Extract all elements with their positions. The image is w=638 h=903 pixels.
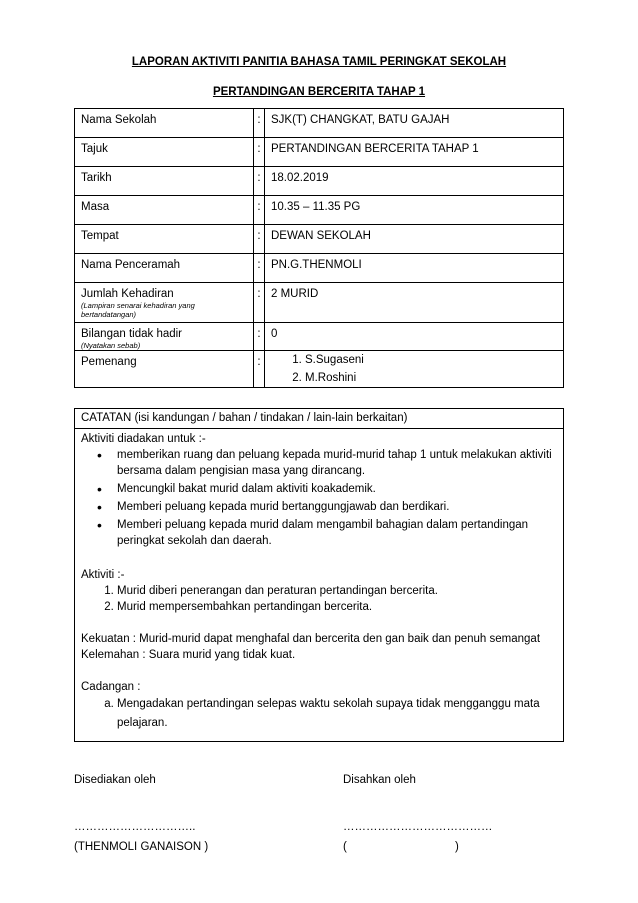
winner-item: 1. S.Sugaseni [305,351,557,369]
objectives-list [81,447,557,549]
info-label: Tajuk [75,138,254,167]
info-value: 2 MURID [265,283,564,323]
winner-item: 2. M.Roshini [305,369,557,387]
objective-item: • Memberi peluang kepada murid dalam mengambil bahagian dalam pertandingan peringkat sekolah dan daerah. [117,517,557,549]
notes-body [75,429,563,735]
info-row-winners [75,351,564,388]
info-value: 0 [265,323,564,351]
info-label: Nama Sekolah [75,109,254,138]
info-row-speaker [75,254,564,283]
info-separator: : [254,167,265,196]
activity-item: 1. Murid diberi penerangan dan peraturan pertandingan bercerita. [117,583,557,599]
suggestion-item: a. Mengadakan pertandingan selepas waktu sekolah supaya tidak mengganggu mata pelajaran. [117,695,557,733]
info-label: Bilangan tidak hadir [81,328,183,340]
info-separator: : [254,225,265,254]
info-separator: : [254,196,265,225]
info-value: PERTANDINGAN BERCERITA TAHAP 1 [265,138,564,167]
activities-title: Aktiviti :- [81,569,125,581]
info-separator: : [254,109,265,138]
suggestion-title: Cadangan : [81,681,141,693]
info-value: SJK(T) CHANGKAT, BATU GAJAH [265,109,564,138]
report-subtitle: PERTANDINGAN BERCERITA TAHAP 1 [212,86,426,98]
info-label: Jumlah Kehadiran [81,288,174,300]
suggestions-list [81,695,557,733]
info-separator: : [254,283,265,323]
objective-item: • memberikan ruang dan peluang kepada murid-murid tahap 1 untuk melakukan aktiviti bersama dalam pengisian masa yang dirancang. [117,447,557,479]
info-table [74,108,564,388]
info-row-attendance [75,283,564,323]
objective-item: • Memberi peluang kepada murid bertanggungjawab dan berdikari. [117,499,557,515]
info-row-date [75,167,564,196]
notes-intro: Aktiviti diadakan untuk :- [81,433,206,445]
info-label: Masa [75,196,254,225]
info-value: 10.35 – 11.35 PG [265,196,564,225]
winners-list [271,351,557,387]
prepared-signature-line: ………………………….. [74,821,196,833]
info-separator: : [254,323,265,351]
info-label: Tempat [75,225,254,254]
approved-name-open: ( [343,841,347,853]
prepared-name: (THENMOLI GANAISON ) [74,841,209,853]
info-row-venue [75,225,564,254]
info-separator: : [254,254,265,283]
info-separator: : [254,138,265,167]
info-row-absent [75,323,564,351]
weakness-text: Kelemahan : Suara murid yang tidak kuat. [81,649,296,661]
info-value: PN.G.THENMOLI [265,254,564,283]
approved-signature-line: ………………………………… [343,821,493,833]
info-note: (Lampiran senarai kehadiran yang bertandatangan) [81,301,195,319]
info-value: 18.02.2019 [265,167,564,196]
info-value: DEWAN SEKOLAH [265,225,564,254]
activities-list [81,583,557,615]
info-note: (Nyatakan sebab) [81,341,141,350]
info-label: Tarikh [75,167,254,196]
info-row-time [75,196,564,225]
report-title: LAPORAN AKTIVITI PANITIA BAHASA TAMIL PERINGKAT SEKOLAH [131,56,507,68]
objective-item: • Mencungkil bakat murid dalam aktiviti koakademik. [117,481,557,497]
strength-text: Kekuatan : Murid-murid dapat menghafal dan bercerita den gan baik dan penuh semangat [81,633,541,645]
info-row-school [75,109,564,138]
activity-item: 2. Murid mempersembahkan pertandingan bercerita. [117,599,557,615]
prepared-by-label: Disediakan oleh [74,774,156,786]
info-label: Pemenang [75,351,254,388]
notes-header: CATATAN (isi kandungan / bahan / tindakan / lain-lain berkaitan) [75,409,563,429]
info-separator: : [254,351,265,388]
notes-box [74,408,564,742]
approved-name-close: ) [455,841,459,853]
info-row-title [75,138,564,167]
approved-by-label: Disahkan oleh [343,774,416,786]
info-label: Nama Penceramah [75,254,254,283]
